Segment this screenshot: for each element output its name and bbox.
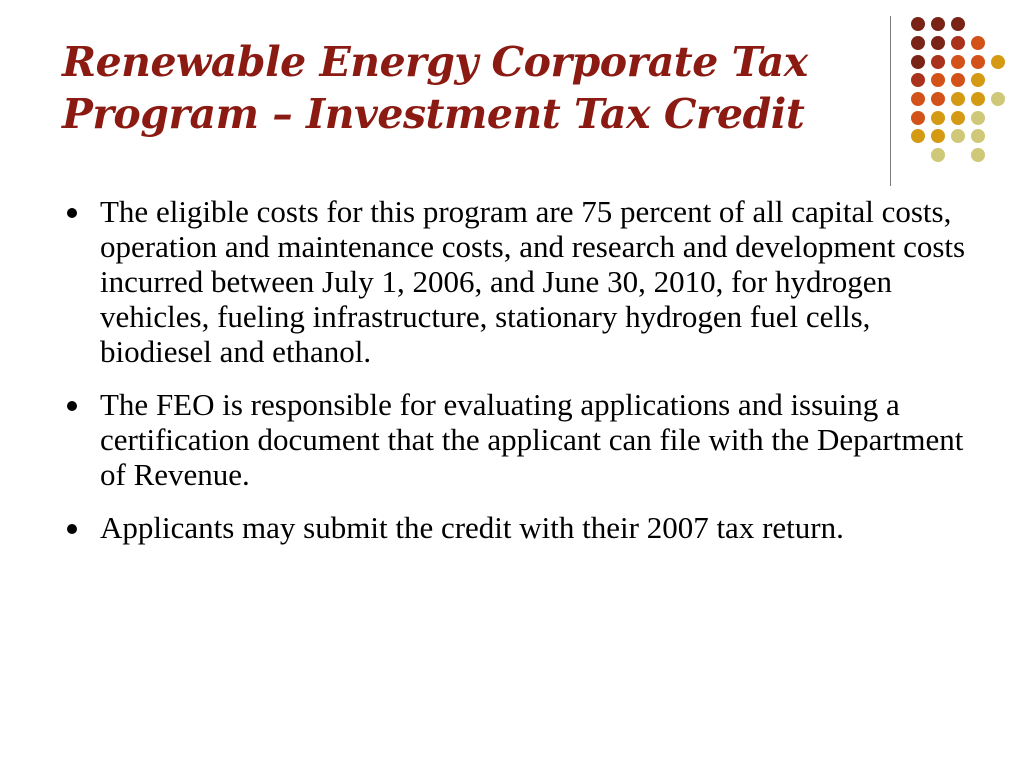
decor-dot [951, 73, 965, 87]
decor-dot [931, 111, 945, 125]
decor-dot [911, 55, 925, 69]
decor-dot [931, 17, 945, 31]
bullet-text: The FEO is responsible for evaluating applications and issuing a certification document that the applicant can file with the Department of Revenue. [100, 387, 964, 492]
decor-dot [991, 92, 1005, 106]
decor-dot [971, 55, 985, 69]
decor-dot [971, 92, 985, 106]
slide-title [62, 36, 862, 140]
decor-dot [931, 36, 945, 50]
decor-dot [951, 17, 965, 31]
decor-dot [931, 73, 945, 87]
bullet-dot-icon [67, 401, 77, 411]
decor-dot [931, 129, 945, 143]
bullet-item [62, 510, 972, 545]
slide-title-line-2: Program – Investment Tax Credit [62, 90, 805, 138]
decor-dot [911, 17, 925, 31]
decor-dot [931, 148, 945, 162]
decor-dot [951, 111, 965, 125]
decor-dot [951, 36, 965, 50]
bullet-item [62, 387, 972, 492]
decor-dot [911, 36, 925, 50]
bullet-text: The eligible costs for this program are 75 percent of all capital costs, operation and maintenance costs, and research and development costs incurred between July 1, 2006, and June 30, 2010, for hydrogen vehicles, fueling infrastructure, stationary hydrogen fuel cells, biodiesel and ethanol. [100, 194, 966, 369]
decor-dot [911, 73, 925, 87]
decor-dot [971, 148, 985, 162]
decor-dot [951, 55, 965, 69]
decor-dot [951, 129, 965, 143]
decor-dot [931, 92, 945, 106]
bullet-list [62, 194, 972, 563]
decor-dot [971, 73, 985, 87]
decor-dot [991, 55, 1005, 69]
decor-dot [911, 129, 925, 143]
decor-dot [911, 111, 925, 125]
decor-dot [971, 129, 985, 143]
slide-title-line-1: Renewable Energy Corporate Tax [62, 38, 808, 86]
title-divider-line [890, 16, 891, 186]
bullet-item [62, 194, 972, 369]
bullet-dot-icon [67, 524, 77, 534]
bullet-text: Applicants may submit the credit with their 2007 tax return. [100, 510, 844, 545]
decor-dot [931, 55, 945, 69]
decor-dot [971, 111, 985, 125]
bullet-dot-icon [67, 208, 77, 218]
decor-dot [951, 92, 965, 106]
decor-dot [971, 36, 985, 50]
decor-dot [911, 92, 925, 106]
